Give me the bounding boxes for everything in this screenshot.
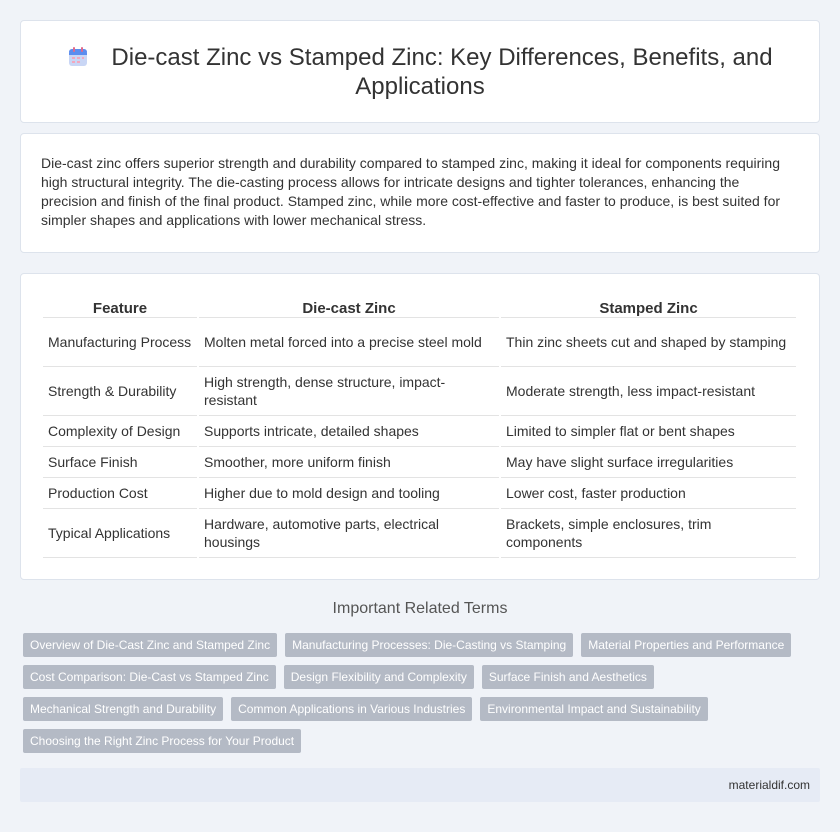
- term-tag[interactable]: Common Applications in Various Industries: [231, 697, 472, 721]
- feature-cell: Surface Finish: [43, 447, 197, 478]
- comparison-table: [41, 296, 798, 558]
- die-cast-cell: High strength, dense structure, impact-resistant: [199, 367, 499, 416]
- term-tag[interactable]: Mechanical Strength and Durability: [23, 697, 223, 721]
- header-stamped: Stamped Zinc: [501, 296, 796, 318]
- die-cast-cell: Molten metal forced into a precise steel mold: [199, 318, 499, 367]
- table-row: [43, 478, 796, 509]
- stamped-cell: Brackets, simple enclosures, trim components: [501, 509, 796, 558]
- calendar-icon: [67, 46, 89, 68]
- die-cast-cell: Higher due to mold design and tooling: [199, 478, 499, 509]
- related-terms-title: Important Related Terms: [332, 600, 508, 617]
- table-row: [43, 416, 796, 447]
- table-row: [43, 509, 796, 558]
- stamped-cell: Moderate strength, less impact-resistant: [501, 367, 796, 416]
- header-card: [20, 20, 820, 123]
- term-tag[interactable]: Surface Finish and Aesthetics: [482, 665, 654, 689]
- table-header-row: [43, 296, 796, 318]
- term-tag[interactable]: Cost Comparison: Die-Cast vs Stamped Zinc: [23, 665, 276, 689]
- die-cast-cell: Smoother, more uniform finish: [199, 447, 499, 478]
- feature-cell: Complexity of Design: [43, 416, 197, 447]
- feature-cell: Production Cost: [43, 478, 197, 509]
- feature-cell: Strength & Durability: [43, 367, 197, 416]
- term-tag[interactable]: Environmental Impact and Sustainability: [480, 697, 707, 721]
- footer-site-link[interactable]: materialdif.com: [728, 778, 810, 792]
- footer: [20, 768, 820, 802]
- stamped-cell: Lower cost, faster production: [501, 478, 796, 509]
- die-cast-cell: Hardware, automotive parts, electrical housings: [199, 509, 499, 558]
- title-line-1: Die-cast Zinc vs Stamped Zinc: Key Differences, Benefits, and: [111, 44, 773, 71]
- term-tag[interactable]: Choosing the Right Zinc Process for Your Product: [23, 729, 301, 753]
- term-tag[interactable]: Manufacturing Processes: Die-Casting vs Stamping: [285, 633, 573, 657]
- intro-card: [20, 133, 820, 253]
- title-line-2: Applications: [355, 73, 485, 100]
- header-feature: Feature: [43, 296, 197, 318]
- stamped-cell: Limited to simpler flat or bent shapes: [501, 416, 796, 447]
- intro-paragraph: Die-cast zinc offers superior strength and durability compared to stamped zinc, making it ideal for components requiring high structural integrity. The die-casting process allows for intricate designs and tighter tolerances, enhancing the precision and finish of the final product. Stamped zinc, while more cost-effective and faster to produce, is best suited for simpler shapes and applications with lower mechanical stress.: [41, 155, 781, 228]
- header-die-cast: Die-cast Zinc: [199, 296, 499, 318]
- page-title: [21, 43, 819, 101]
- die-cast-cell: Supports intricate, detailed shapes: [199, 416, 499, 447]
- term-tag[interactable]: Design Flexibility and Complexity: [284, 665, 474, 689]
- feature-cell: Typical Applications: [43, 509, 197, 558]
- feature-cell: Manufacturing Process: [43, 318, 197, 367]
- table-row: [43, 318, 796, 367]
- term-tag[interactable]: Material Properties and Performance: [581, 633, 791, 657]
- stamped-cell: Thin zinc sheets cut and shaped by stamping: [501, 318, 796, 367]
- term-tag[interactable]: Overview of Die-Cast Zinc and Stamped Zinc: [23, 633, 277, 657]
- comparison-table-card: [20, 273, 820, 580]
- table-row: [43, 447, 796, 478]
- stamped-cell: May have slight surface irregularities: [501, 447, 796, 478]
- table-row: [43, 367, 796, 416]
- related-terms-list: [23, 633, 803, 753]
